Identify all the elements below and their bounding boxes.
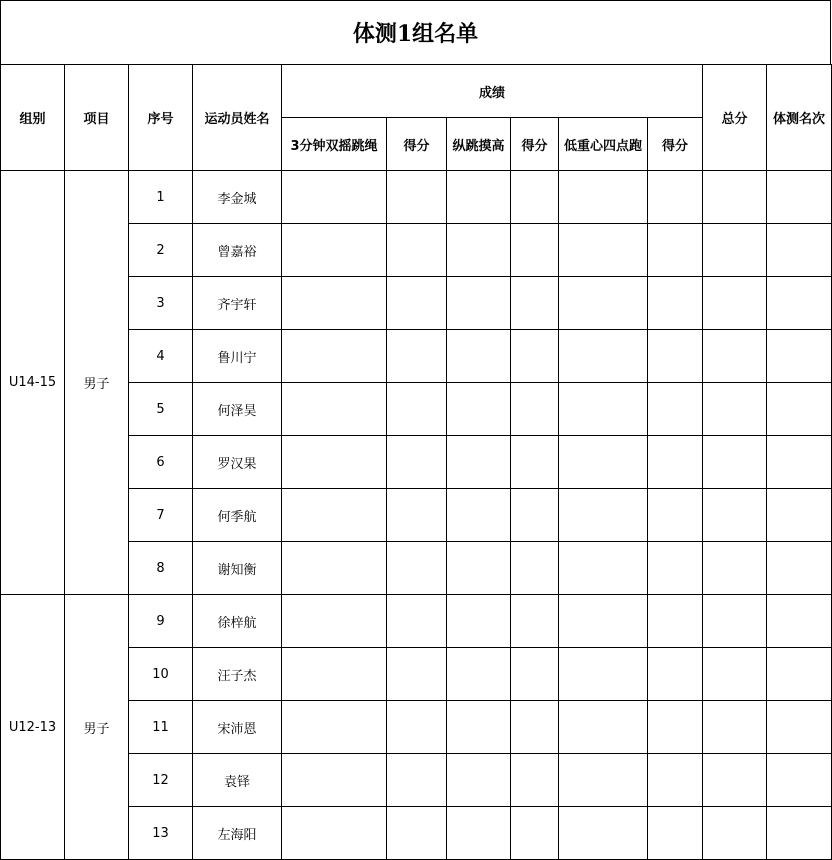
sheet-title: 体测1组名单: [0, 0, 831, 64]
rank-cell[interactable]: [767, 489, 832, 542]
rope-skip-cell[interactable]: [282, 277, 387, 330]
score-1-cell[interactable]: [387, 754, 447, 807]
rank-cell[interactable]: [767, 648, 832, 701]
header-athlete-name: 运动员姓名: [193, 65, 282, 171]
table-row: [1, 595, 832, 648]
four-point-run-cell[interactable]: [559, 383, 648, 436]
seq-cell: 11: [129, 701, 193, 754]
score-2-cell[interactable]: [511, 383, 559, 436]
four-point-run-cell[interactable]: [559, 330, 648, 383]
seq-cell: 3: [129, 277, 193, 330]
seq-cell: 12: [129, 754, 193, 807]
vertical-jump-cell[interactable]: [447, 489, 511, 542]
athlete-name-cell: 罗汉果: [193, 436, 282, 489]
header-results: 成绩: [282, 65, 703, 118]
score-2-cell[interactable]: [511, 277, 559, 330]
total-cell[interactable]: [703, 595, 767, 648]
athlete-name-cell: 鲁川宁: [193, 330, 282, 383]
vertical-jump-cell[interactable]: [447, 648, 511, 701]
header-total: 总分: [703, 65, 767, 171]
seq-cell: 4: [129, 330, 193, 383]
score-2-cell[interactable]: [511, 171, 559, 224]
event-cell: 男子: [65, 595, 129, 860]
seq-cell: 2: [129, 224, 193, 277]
score-1-cell[interactable]: [387, 330, 447, 383]
rank-cell[interactable]: [767, 383, 832, 436]
total-cell[interactable]: [703, 330, 767, 383]
score-3-cell[interactable]: [648, 171, 703, 224]
vertical-jump-cell[interactable]: [447, 807, 511, 860]
vertical-jump-cell[interactable]: [447, 224, 511, 277]
rank-cell[interactable]: [767, 277, 832, 330]
athlete-name-cell: 左海阳: [193, 807, 282, 860]
score-1-cell[interactable]: [387, 595, 447, 648]
score-3-cell[interactable]: [648, 489, 703, 542]
rank-cell[interactable]: [767, 171, 832, 224]
four-point-run-cell[interactable]: [559, 224, 648, 277]
total-cell[interactable]: [703, 648, 767, 701]
four-point-run-cell[interactable]: [559, 807, 648, 860]
rank-cell[interactable]: [767, 754, 832, 807]
score-3-cell[interactable]: [648, 648, 703, 701]
score-2-cell[interactable]: [511, 330, 559, 383]
total-cell[interactable]: [703, 542, 767, 595]
score-2-cell[interactable]: [511, 648, 559, 701]
four-point-run-cell[interactable]: [559, 648, 648, 701]
rank-cell[interactable]: [767, 595, 832, 648]
vertical-jump-cell[interactable]: [447, 595, 511, 648]
score-2-cell[interactable]: [511, 489, 559, 542]
score-1-cell[interactable]: [387, 383, 447, 436]
score-1-cell[interactable]: [387, 171, 447, 224]
rank-cell[interactable]: [767, 224, 832, 277]
seq-cell: 1: [129, 171, 193, 224]
score-3-cell[interactable]: [648, 383, 703, 436]
score-2-cell[interactable]: [511, 224, 559, 277]
header-group: 组别: [1, 65, 65, 171]
header-rank: 体测名次: [767, 65, 832, 171]
score-3-cell[interactable]: [648, 330, 703, 383]
table-row: [1, 171, 832, 224]
total-cell[interactable]: [703, 489, 767, 542]
four-point-run-cell[interactable]: [559, 489, 648, 542]
vertical-jump-cell[interactable]: [447, 277, 511, 330]
score-1-cell[interactable]: [387, 224, 447, 277]
athlete-name-cell: 宋沛恩: [193, 701, 282, 754]
athlete-name-cell: 齐宇轩: [193, 277, 282, 330]
roster-table: [0, 64, 832, 860]
header-event: 项目: [65, 65, 129, 171]
athlete-name-cell: 何季航: [193, 489, 282, 542]
total-cell[interactable]: [703, 436, 767, 489]
rope-skip-cell[interactable]: [282, 542, 387, 595]
header-seq: 序号: [129, 65, 193, 171]
rope-skip-cell[interactable]: [282, 330, 387, 383]
vertical-jump-cell[interactable]: [447, 383, 511, 436]
rope-skip-cell[interactable]: [282, 489, 387, 542]
athlete-name-cell: 汪子杰: [193, 648, 282, 701]
rope-skip-cell[interactable]: [282, 224, 387, 277]
score-1-cell[interactable]: [387, 489, 447, 542]
total-cell[interactable]: [703, 807, 767, 860]
score-3-cell[interactable]: [648, 701, 703, 754]
group-cell: U12-13: [1, 595, 65, 860]
athlete-name-cell: 徐梓航: [193, 595, 282, 648]
vertical-jump-cell[interactable]: [447, 330, 511, 383]
four-point-run-cell[interactable]: [559, 436, 648, 489]
vertical-jump-cell[interactable]: [447, 171, 511, 224]
rope-skip-cell[interactable]: [282, 648, 387, 701]
seq-cell: 7: [129, 489, 193, 542]
score-3-cell[interactable]: [648, 754, 703, 807]
rope-skip-cell[interactable]: [282, 807, 387, 860]
score-2-cell[interactable]: [511, 542, 559, 595]
header-rope-skip: 3分钟双摇跳绳: [282, 118, 387, 171]
total-cell[interactable]: [703, 171, 767, 224]
rope-skip-cell[interactable]: [282, 171, 387, 224]
total-cell[interactable]: [703, 754, 767, 807]
total-cell[interactable]: [703, 701, 767, 754]
score-3-cell[interactable]: [648, 807, 703, 860]
four-point-run-cell[interactable]: [559, 595, 648, 648]
rank-cell[interactable]: [767, 701, 832, 754]
rope-skip-cell[interactable]: [282, 754, 387, 807]
score-1-cell[interactable]: [387, 542, 447, 595]
score-2-cell[interactable]: [511, 807, 559, 860]
total-cell[interactable]: [703, 277, 767, 330]
score-1-cell[interactable]: [387, 277, 447, 330]
vertical-jump-cell[interactable]: [447, 701, 511, 754]
four-point-run-cell[interactable]: [559, 701, 648, 754]
athlete-name-cell: 袁铎: [193, 754, 282, 807]
athlete-name-cell: 曾嘉裕: [193, 224, 282, 277]
seq-cell: 8: [129, 542, 193, 595]
header-score-3: 得分: [648, 118, 703, 171]
athlete-name-cell: 何泽昊: [193, 383, 282, 436]
total-cell[interactable]: [703, 383, 767, 436]
score-1-cell[interactable]: [387, 701, 447, 754]
score-2-cell[interactable]: [511, 436, 559, 489]
score-2-cell[interactable]: [511, 595, 559, 648]
score-1-cell[interactable]: [387, 436, 447, 489]
four-point-run-cell[interactable]: [559, 754, 648, 807]
four-point-run-cell[interactable]: [559, 542, 648, 595]
rank-cell[interactable]: [767, 436, 832, 489]
header-four-point-run: 低重心四点跑: [559, 118, 648, 171]
header-vertical-jump: 纵跳摸高: [447, 118, 511, 171]
header-score-2: 得分: [511, 118, 559, 171]
total-cell[interactable]: [703, 224, 767, 277]
seq-cell: 13: [129, 807, 193, 860]
vertical-jump-cell[interactable]: [447, 436, 511, 489]
score-3-cell[interactable]: [648, 542, 703, 595]
score-1-cell[interactable]: [387, 807, 447, 860]
rope-skip-cell[interactable]: [282, 595, 387, 648]
rope-skip-cell[interactable]: [282, 436, 387, 489]
event-cell: 男子: [65, 171, 129, 595]
vertical-jump-cell[interactable]: [447, 542, 511, 595]
athlete-name-cell: 谢知衡: [193, 542, 282, 595]
vertical-jump-cell[interactable]: [447, 754, 511, 807]
rank-cell[interactable]: [767, 542, 832, 595]
rank-cell[interactable]: [767, 330, 832, 383]
seq-cell: 10: [129, 648, 193, 701]
rank-cell[interactable]: [767, 807, 832, 860]
score-1-cell[interactable]: [387, 648, 447, 701]
athlete-name-cell: 李金城: [193, 171, 282, 224]
rope-skip-cell[interactable]: [282, 701, 387, 754]
score-3-cell[interactable]: [648, 277, 703, 330]
score-3-cell[interactable]: [648, 224, 703, 277]
score-2-cell[interactable]: [511, 754, 559, 807]
rope-skip-cell[interactable]: [282, 383, 387, 436]
score-3-cell[interactable]: [648, 595, 703, 648]
seq-cell: 9: [129, 595, 193, 648]
score-2-cell[interactable]: [511, 701, 559, 754]
four-point-run-cell[interactable]: [559, 277, 648, 330]
score-3-cell[interactable]: [648, 436, 703, 489]
four-point-run-cell[interactable]: [559, 171, 648, 224]
seq-cell: 6: [129, 436, 193, 489]
seq-cell: 5: [129, 383, 193, 436]
header-score-1: 得分: [387, 118, 447, 171]
group-cell: U14-15: [1, 171, 65, 595]
